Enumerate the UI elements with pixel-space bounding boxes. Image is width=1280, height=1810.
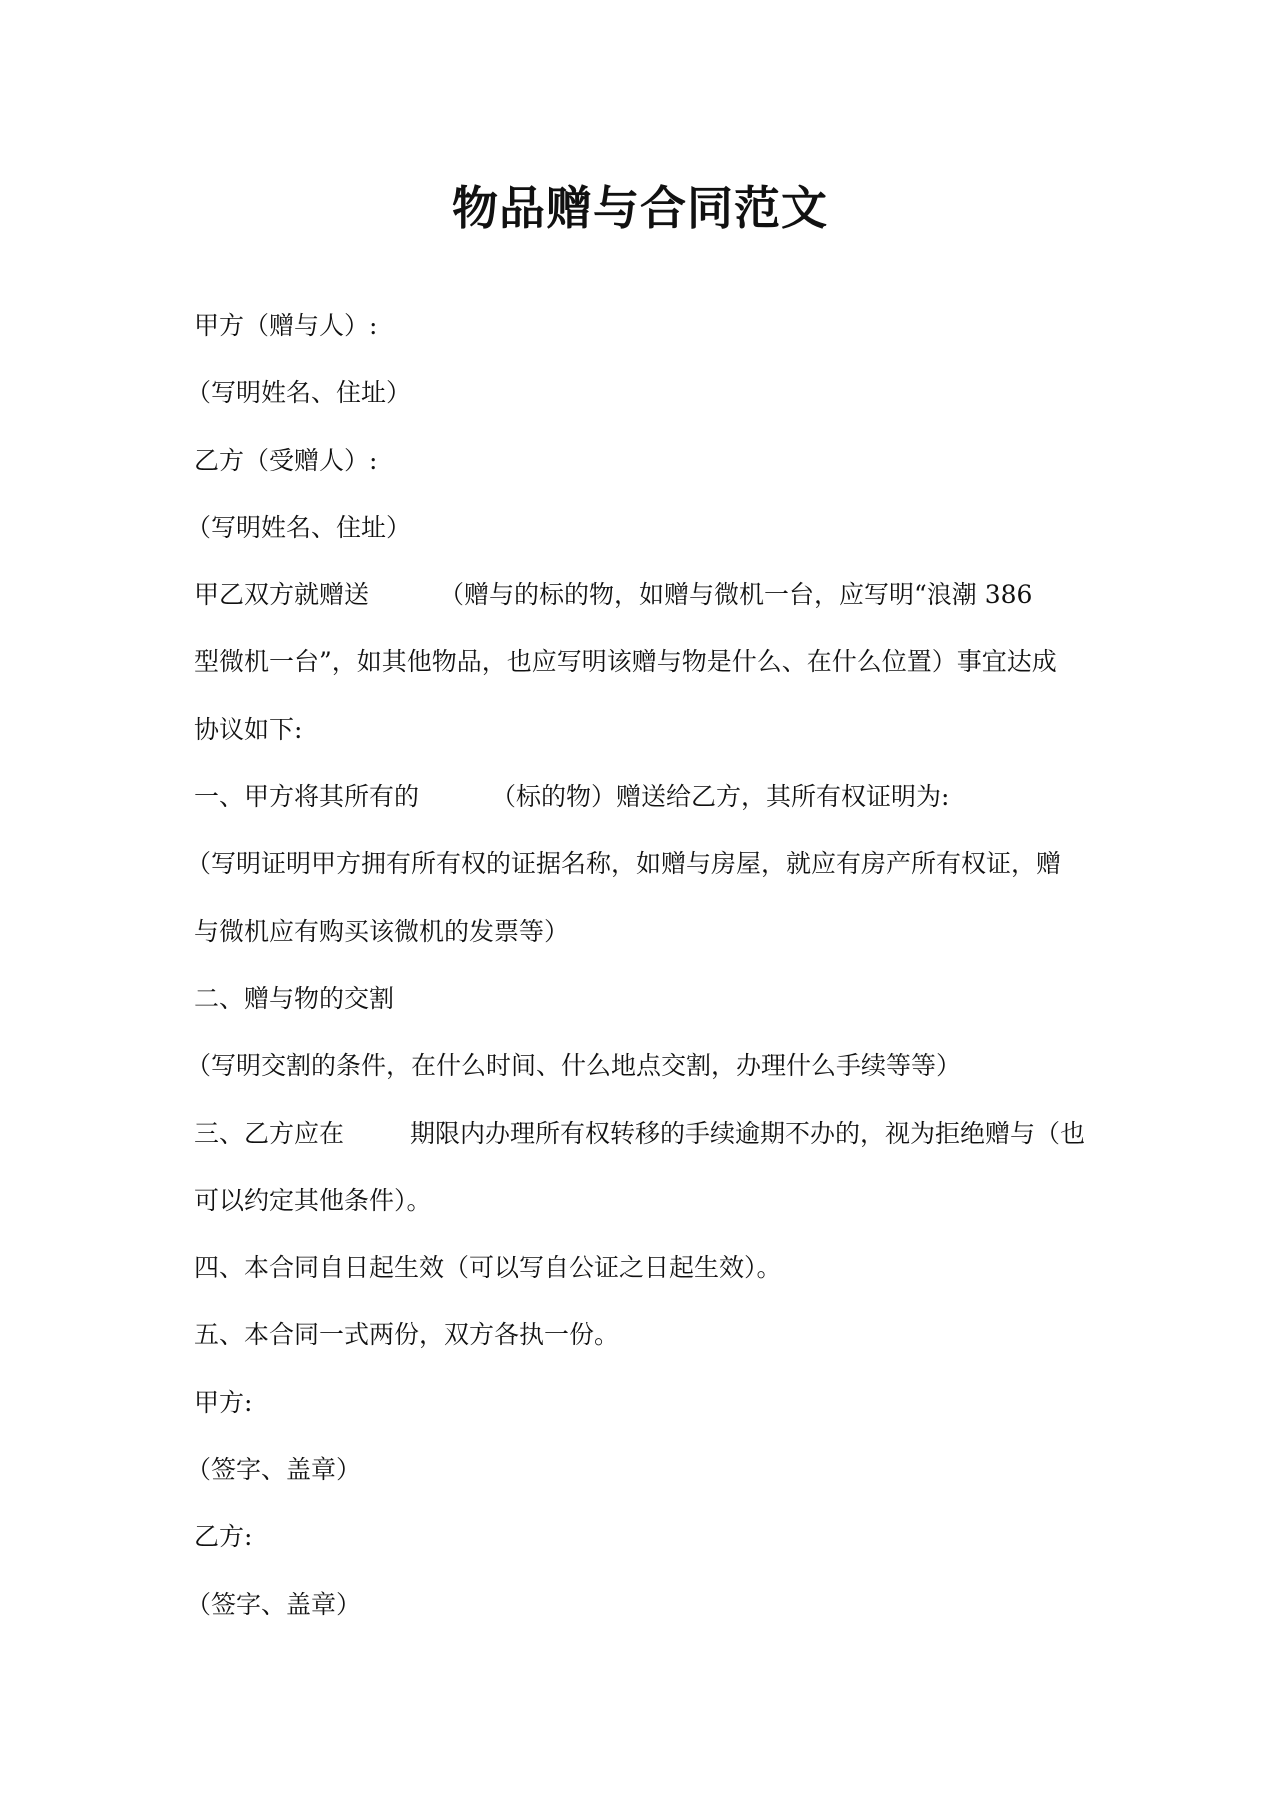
clause-3 — [194, 1100, 1094, 1167]
party-a-note: （写明姓名、住址） — [186, 378, 412, 408]
clause-1-prefix: 一、甲方将其所有的 — [194, 782, 420, 812]
intro-line-1 — [194, 561, 1094, 628]
intro-suffix: （赠与的标的物，如赠与微机一台，应写明“浪潮 386 — [439, 580, 1033, 610]
intro-line-3: 协议如下: — [194, 714, 303, 744]
clause-5: 五、本合同一式两份，双方各执一份。 — [194, 1320, 620, 1350]
clause-3-suffix: 期限内办理所有权转移的手续逾期不办的，视为拒绝赠与（也 — [410, 1118, 1086, 1148]
clause-1-suffix: （标的物）赠送给乙方，其所有权证明为: — [491, 782, 950, 812]
clause-1-note-line-2: 与微机应有购买该微机的发票等） — [194, 916, 570, 946]
intro-line-2: 型微机一台”，如其他物品，也应写明该赠与物是什么、在什么位置）事宜达成 — [194, 647, 1057, 677]
clause-2-heading: 二、赠与物的交割 — [194, 983, 395, 1013]
signature-party-a-label: 甲方: — [194, 1387, 253, 1417]
signature-party-b-note: （签字、盖章） — [186, 1589, 362, 1619]
party-b-heading: 乙方（受赠人）: — [194, 445, 378, 475]
signature-party-a-note: （签字、盖章） — [186, 1455, 362, 1485]
document-body — [186, 292, 1094, 1638]
document-title: 物品赠与合同范文 — [452, 181, 828, 235]
signature-party-b-label: 乙方: — [194, 1522, 253, 1552]
clause-1-note-line-1: （写明证明甲方拥有所有权的证据名称，如赠与房屋，就应有房产所有权证，赠 — [186, 849, 1062, 879]
clause-2-note: （写明交割的条件，在什么时间、什么地点交割，办理什么手续等等） — [186, 1051, 962, 1081]
party-b-note: （写明姓名、住址） — [186, 512, 412, 542]
clause-3-line-2: 可以约定其他条件）。 — [194, 1185, 432, 1215]
clause-1 — [194, 763, 1094, 830]
intro-prefix: 甲乙双方就赠送 — [194, 580, 370, 610]
clause-3-prefix: 三、乙方应在 — [194, 1118, 345, 1148]
clause-4: 四、本合同自日起生效（可以写自公证之日起生效）。 — [194, 1253, 782, 1283]
party-a-heading: 甲方（赠与人）: — [194, 311, 378, 340]
